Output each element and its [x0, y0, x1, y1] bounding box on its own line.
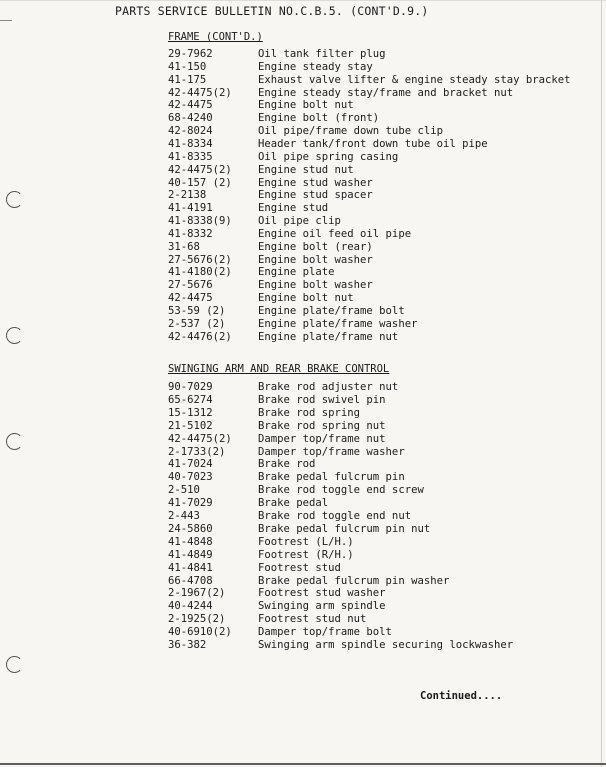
list-item [0, 497, 600, 510]
list-item [0, 549, 600, 562]
part-description: Brake rod spring [258, 406, 361, 419]
part-number: 42-4475 [168, 99, 213, 112]
part-description: Engine steady stay/frame and bracket nut [258, 86, 514, 99]
part-number: 29-7962 [168, 48, 213, 60]
part-description: Brake rod [258, 458, 316, 471]
list-item [0, 433, 600, 446]
part-number: 40-4244 [168, 600, 213, 613]
part-number: 42-4475(2) [168, 163, 232, 176]
list-item [0, 613, 600, 626]
binder-hole [6, 191, 23, 208]
part-number: 41-8332 [168, 227, 213, 240]
list-item [0, 74, 600, 87]
list-item [0, 215, 600, 228]
part-description: Brake rod spring nut [258, 419, 386, 432]
part-number: 41-175 [168, 73, 207, 86]
list-item [0, 87, 600, 100]
list-item [0, 381, 600, 394]
top-edge [0, 0, 606, 1]
part-description: Engine bolt washer [258, 253, 373, 266]
part-number: 41-8335 [168, 150, 213, 163]
part-number: 40-7023 [168, 471, 213, 484]
list-item [0, 241, 600, 254]
list-item [0, 458, 600, 471]
part-number: 40-6910(2) [168, 626, 232, 639]
binder-hole [6, 433, 23, 450]
list-item [0, 125, 600, 138]
list-item [0, 138, 600, 151]
part-description: Brake pedal [258, 497, 329, 510]
part-description: Footrest stud washer [258, 587, 386, 600]
list-item [0, 331, 600, 344]
part-description: Engine bolt nut [258, 292, 354, 305]
part-description: Engine stud [258, 202, 329, 215]
list-item [0, 266, 600, 279]
part-number: 41-4841 [168, 561, 213, 574]
part-description: Brake pedal fulcrum pin washer [258, 574, 450, 587]
part-number: 2-510 [168, 484, 200, 497]
continued-note: Continued.... [420, 690, 503, 702]
part-number: 42-8024 [168, 125, 213, 138]
list-item [0, 626, 600, 639]
part-description: Engine stud spacer [258, 189, 373, 202]
part-number: 41-4180(2) [168, 266, 232, 279]
list-item [0, 536, 600, 549]
part-description: Engine plate [258, 266, 335, 279]
part-description: Damper top/frame bolt [258, 626, 392, 639]
part-description: Damper top/frame washer [258, 445, 405, 458]
part-description: Oil pipe spring casing [258, 150, 399, 163]
part-description: Engine steady stay [258, 60, 373, 73]
part-number: 90-7029 [168, 381, 213, 393]
binder-hole [6, 327, 23, 344]
part-description: Engine stud washer [258, 176, 373, 189]
part-description: Footrest (L/H.) [258, 535, 354, 548]
part-number: 41-8334 [168, 137, 213, 150]
list-item [0, 279, 600, 292]
part-description: Brake rod toggle end screw [258, 484, 424, 497]
part-number: 31-68 [168, 240, 200, 253]
part-description: Swinging arm spindle [258, 600, 386, 613]
part-number: 27-5676 [168, 279, 213, 292]
part-description: Engine plate/frame nut [258, 330, 399, 343]
part-number: 41-4849 [168, 548, 213, 561]
part-number: 2-2138 [168, 189, 207, 202]
section-title-frame: FRAME (CONT'D.) [168, 31, 263, 43]
part-number: 2-443 [168, 510, 200, 522]
part-number: 68-4240 [168, 112, 213, 125]
part-number: 2-1925(2) [168, 613, 226, 626]
list-item [0, 292, 600, 305]
bottom-edge [0, 763, 606, 765]
part-number: 15-1312 [168, 406, 213, 419]
list-item [0, 420, 600, 433]
list-item [0, 575, 600, 588]
part-number: 41-8338(9) [168, 215, 232, 228]
list-item [0, 151, 600, 164]
part-number: 65-6274 [168, 393, 213, 406]
part-description: Engine bolt (front) [258, 112, 380, 125]
part-description: Swinging arm spindle securing lockwasher [258, 639, 514, 651]
part-number: 41-7024 [168, 458, 213, 471]
list-item [0, 639, 600, 652]
list-item [0, 164, 600, 177]
list-item [0, 318, 600, 331]
part-description: Oil pipe clip [258, 215, 341, 228]
list-item [0, 523, 600, 536]
part-number: 42-4475(2) [168, 432, 232, 445]
bulletin-title: PARTS SERVICE BULLETIN NO.C.B.5. (CONT'D.9.) [115, 4, 429, 18]
binder-hole [6, 656, 23, 673]
part-number: 53-59 (2) [168, 305, 226, 317]
part-number: 2-1733(2) [168, 445, 226, 458]
part-number: 41-7029 [168, 497, 213, 510]
part-number: 36-382 [168, 639, 207, 651]
part-description: Engine plate/frame washer [258, 317, 418, 330]
part-description: Brake pedal fulcrum pin [258, 471, 405, 484]
section-title-swinging-arm: SWINGING ARM AND REAR BRAKE CONTROL [168, 363, 390, 375]
part-number: 41-4848 [168, 535, 213, 548]
part-description: Brake rod swivel pin [258, 393, 386, 406]
part-number: 27-5676(2) [168, 253, 232, 266]
list-item [0, 510, 600, 523]
part-description: Header tank/front down tube oil pipe [258, 137, 488, 150]
part-number: 41-4191 [168, 202, 213, 215]
part-number: 21-5102 [168, 419, 213, 432]
part-number: 2-1967(2) [168, 587, 226, 600]
part-description: Oil pipe/frame down tube clip [258, 125, 443, 138]
part-description: Exhaust valve lifter & engine steady stay bracket [258, 73, 571, 86]
list-item [0, 600, 600, 613]
part-number: 42-4475(2) [168, 86, 232, 99]
part-number: 2-537 (2) [168, 317, 226, 330]
list-item [0, 99, 600, 112]
part-description: Damper top/frame nut [258, 432, 386, 445]
part-number: 66-4708 [168, 574, 213, 587]
part-description: Oil tank filter plug [258, 48, 386, 60]
part-description: Footrest stud nut [258, 613, 367, 626]
part-description: Footrest (R/H.) [258, 548, 354, 561]
part-description: Footrest stud [258, 561, 341, 574]
part-number: 42-4475 [168, 292, 213, 305]
part-description: Engine stud nut [258, 163, 354, 176]
list-item [0, 471, 600, 484]
list-item [0, 254, 600, 267]
list-item [0, 394, 600, 407]
part-description: Brake pedal fulcrum pin nut [258, 522, 431, 535]
list-item [0, 48, 600, 61]
list-item [0, 177, 600, 190]
part-description: Engine bolt nut [258, 99, 354, 112]
right-edge [601, 0, 602, 767]
list-item [0, 305, 600, 318]
part-description: Engine bolt washer [258, 279, 373, 292]
part-description: Brake rod adjuster nut [258, 381, 399, 393]
part-number: 42-4476(2) [168, 330, 232, 343]
list-item [0, 112, 600, 125]
part-number: 41-150 [168, 60, 207, 73]
list-item [0, 562, 600, 575]
part-number: 40-157 (2) [168, 176, 232, 189]
list-item [0, 189, 600, 202]
part-description: Engine plate/frame bolt [258, 305, 405, 317]
list-item [0, 587, 600, 600]
part-description: Engine oil feed oil pipe [258, 227, 412, 240]
list-item [0, 407, 600, 420]
list-item [0, 61, 600, 74]
list-item [0, 484, 600, 497]
part-description: Engine bolt (rear) [258, 240, 373, 253]
list-item [0, 228, 600, 241]
list-item [0, 446, 600, 459]
part-description: Brake rod toggle end nut [258, 510, 412, 522]
list-item [0, 202, 600, 215]
part-number: 24-5860 [168, 522, 213, 535]
scan-mark [0, 20, 12, 21]
